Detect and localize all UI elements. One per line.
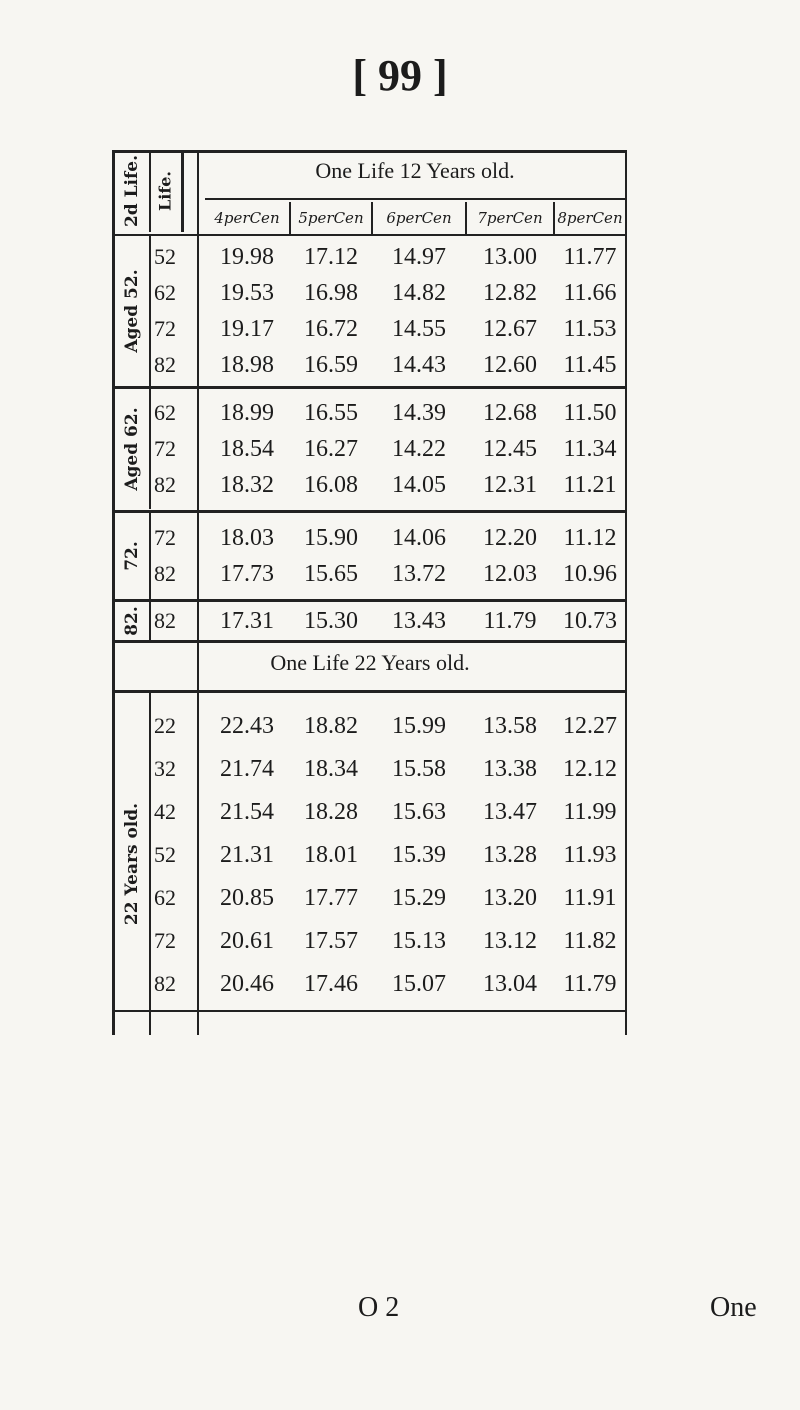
value-cell: 17.31 [220,608,274,634]
value-cell: 13.04 [483,971,537,997]
value-cell: 18.99 [220,400,274,426]
value-cell: 12.27 [563,713,617,739]
age-cell: 62 [154,400,176,425]
table-row [115,280,625,306]
rule [115,386,625,389]
value-cell: 12.82 [483,280,537,306]
col-header-7pc: 7perCen [467,202,555,234]
value-cell: 11.99 [563,799,617,825]
value-cell: 19.17 [220,316,274,342]
value-cell: 20.61 [220,928,274,954]
page-number: [ 99 ] [352,51,448,100]
value-cell: 18.01 [304,842,358,868]
value-cell: 16.55 [304,400,358,426]
value-cell: 11.79 [563,971,617,997]
value-cell: 12.68 [483,400,537,426]
col-header-4pc: 4perCen [205,202,291,234]
value-cell: 15.63 [392,799,446,825]
value-cell: 11.82 [563,928,617,954]
age-cell: 72 [154,316,176,341]
value-cell: 15.65 [304,561,358,587]
value-cell: 22.43 [220,713,274,739]
value-cell: 13.58 [483,713,537,739]
table-row [115,799,625,825]
table-row [115,436,625,462]
value-cell: 10.73 [563,608,617,634]
value-cell: 14.39 [392,400,446,426]
value-cell: 12.12 [563,756,617,782]
value-cell: 15.99 [392,713,446,739]
table-row [115,756,625,782]
value-cell: 15.13 [392,928,446,954]
table-row [115,608,625,634]
value-cell: 18.28 [304,799,358,825]
age-cell: 82 [154,352,176,377]
value-cell: 11.45 [563,352,617,378]
catchword: One [710,1292,757,1323]
inner-rule [197,693,199,1035]
age-cell: 62 [154,885,176,910]
age-cell: 52 [154,244,176,269]
value-cell: 18.32 [220,472,274,498]
rule [115,599,625,602]
age-cell: 62 [154,280,176,305]
value-cell: 14.43 [392,352,446,378]
value-cell: 14.97 [392,244,446,270]
age-cell: 82 [154,608,176,633]
value-cell: 12.31 [483,472,537,498]
value-cell: 11.91 [563,885,617,911]
value-cell: 13.72 [392,561,446,587]
col-header-5pc: 5perCen [291,202,373,234]
value-cell: 16.98 [304,280,358,306]
value-cell: 14.05 [392,472,446,498]
value-cell: 12.67 [483,316,537,342]
value-cell: 17.73 [220,561,274,587]
age-cell: 52 [154,842,176,867]
value-cell: 18.34 [304,756,358,782]
value-cell: 14.06 [392,525,446,551]
side-label-second-life: 2d Life. [115,150,151,232]
value-cell: 17.57 [304,928,358,954]
table-row [115,316,625,342]
value-cell: 14.55 [392,316,446,342]
table-row [115,400,625,426]
rule [115,640,625,643]
value-cell: 18.03 [220,525,274,551]
header-rule [205,198,625,200]
signature-mark: O 2 [358,1292,400,1323]
value-cell: 20.46 [220,971,274,997]
top-rule [115,150,625,153]
value-cell: 14.22 [392,436,446,462]
value-cell: 15.39 [392,842,446,868]
side-label-life: Life. [149,150,184,232]
value-cell: 15.07 [392,971,446,997]
value-cell: 15.58 [392,756,446,782]
value-cell: 11.77 [563,244,617,270]
table-row [115,885,625,911]
value-cell: 13.20 [483,885,537,911]
age-cell: 42 [154,799,176,824]
value-cell: 21.54 [220,799,274,825]
value-cell: 13.28 [483,842,537,868]
value-cell: 12.60 [483,352,537,378]
value-cell: 13.00 [483,244,537,270]
rule [115,690,625,693]
value-cell: 11.66 [563,280,617,306]
value-cell: 17.46 [304,971,358,997]
value-cell: 11.93 [563,842,617,868]
annuity-table [112,150,627,1035]
value-cell: 13.12 [483,928,537,954]
table-row [115,244,625,270]
value-cell: 16.08 [304,472,358,498]
value-cell: 18.98 [220,352,274,378]
age-cell: 32 [154,756,176,781]
value-cell: 10.96 [563,561,617,587]
value-cell: 21.31 [220,842,274,868]
group-label: Aged 52. [115,236,151,386]
value-cell: 11.12 [563,525,617,551]
value-cell: 12.45 [483,436,537,462]
table-row [115,352,625,378]
value-cell: 20.85 [220,885,274,911]
age-cell: 72 [154,928,176,953]
table-row [115,842,625,868]
bottom-rule [115,1010,625,1012]
table-row [115,713,625,739]
age-cell: 82 [154,561,176,586]
value-cell: 15.90 [304,525,358,551]
value-cell: 13.38 [483,756,537,782]
age-cell: 72 [154,525,176,550]
table-row [115,472,625,498]
value-cell: 18.54 [220,436,274,462]
table-row [115,971,625,997]
value-cell: 15.29 [392,885,446,911]
rule [115,234,625,236]
value-cell: 16.59 [304,352,358,378]
value-cell: 11.53 [563,316,617,342]
col-header-6pc: 6perCen [373,202,467,234]
section2-title: One Life 22 Years old. [270,650,470,675]
value-cell: 19.53 [220,280,274,306]
value-cell: 21.74 [220,756,274,782]
group-label: 72. [115,513,151,599]
value-cell: 11.34 [563,436,617,462]
value-cell: 16.72 [304,316,358,342]
group-label: 22 Years old. [115,693,151,1035]
age-cell: 82 [154,971,176,996]
age-cell: 22 [154,713,176,738]
age-cell: 72 [154,436,176,461]
col-header-8pc: 8perCen [557,209,623,227]
section1-title: One Life 12 Years old. [315,158,515,183]
value-cell: 16.27 [304,436,358,462]
value-cell: 12.20 [483,525,537,551]
age-cell: 82 [154,472,176,497]
value-cell: 14.82 [392,280,446,306]
value-cell: 11.79 [483,608,537,634]
value-cell: 15.30 [304,608,358,634]
table-row [115,525,625,551]
value-cell: 12.03 [483,561,537,587]
rule [115,510,625,513]
value-cell: 18.82 [304,713,358,739]
value-cell: 11.21 [563,472,617,498]
value-cell: 19.98 [220,244,274,270]
table-row [115,928,625,954]
value-cell: 17.77 [304,885,358,911]
value-cell: 13.47 [483,799,537,825]
table-row [115,561,625,587]
value-cell: 17.12 [304,244,358,270]
group-label: Aged 62. [115,389,151,509]
value-cell: 13.43 [392,608,446,634]
value-cell: 11.50 [563,400,617,426]
group-label: 82. [115,602,151,640]
